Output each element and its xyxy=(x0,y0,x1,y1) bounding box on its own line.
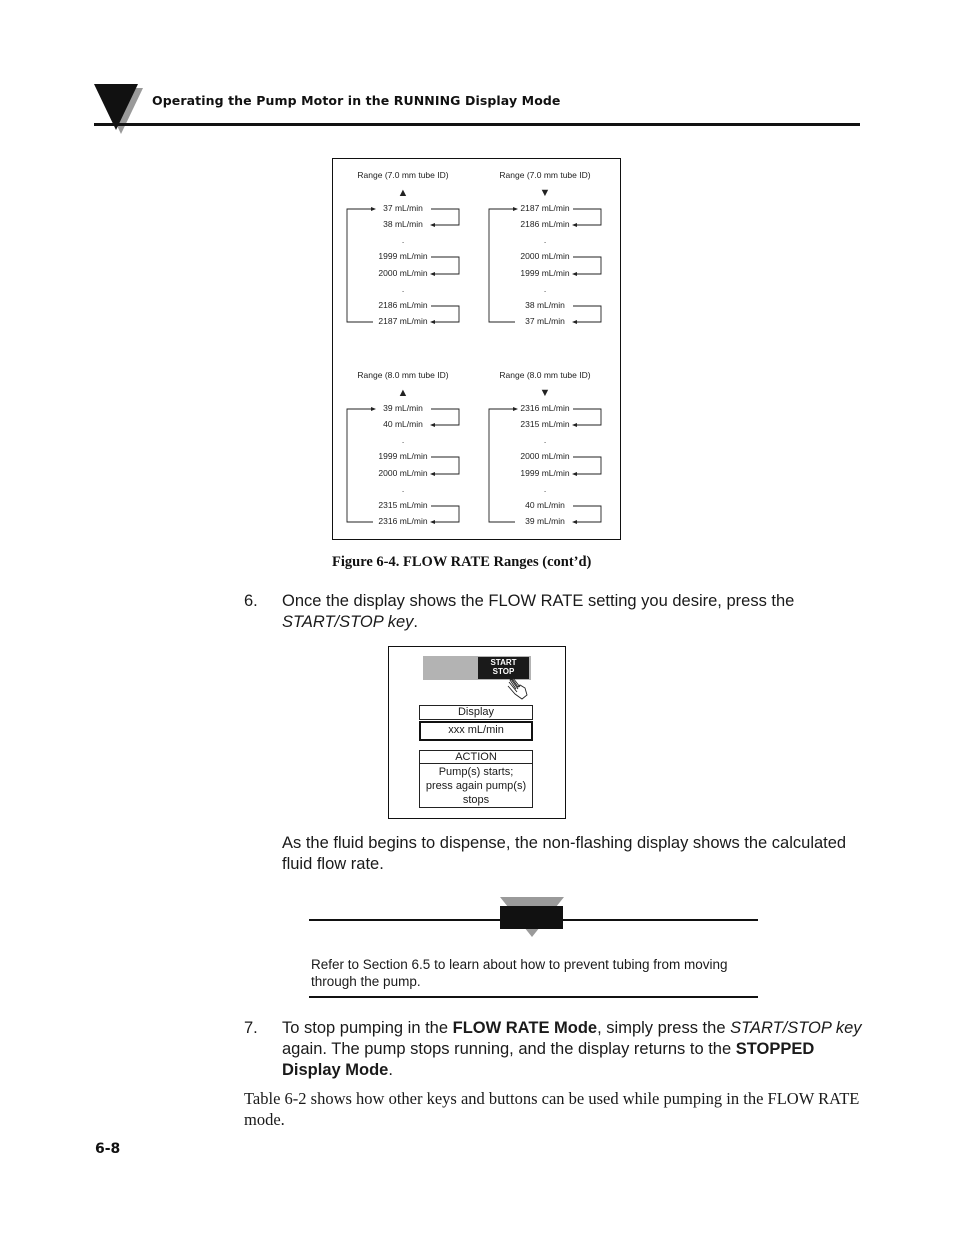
step-7-number: 7. xyxy=(244,1019,258,1037)
panel-1-value: 1999 mL/min xyxy=(378,251,428,261)
panel-3-title: Range (8.0 mm tube ID) xyxy=(357,370,449,380)
panel-4-value: 1999 mL/min xyxy=(520,468,570,478)
panel-2-step-bracket-1 xyxy=(573,209,601,225)
panel-1-wrap-arrow xyxy=(371,207,376,211)
display-label: Display xyxy=(419,705,533,720)
panel-4-value: 2316 mL/min xyxy=(520,403,570,413)
action-description: Pump(s) starts; press again pump(s) stops xyxy=(425,766,527,806)
panel-3-value: 1999 mL/min xyxy=(378,451,428,461)
panel-4-step-bracket-1 xyxy=(573,409,601,425)
table-reference-paragraph: Table 6-2 shows how other keys and buttons can be used while pumping in the FLOW RATE mode. xyxy=(244,1089,860,1129)
panel-4-value: 2315 mL/min xyxy=(520,419,570,429)
start-stop-key-ref-2: START/STOP key xyxy=(730,1019,862,1037)
panel-2-title: Range (7.0 mm tube ID) xyxy=(499,170,591,180)
action-title: ACTION xyxy=(420,751,532,764)
flow-rate-ranges-diagram xyxy=(333,159,620,539)
panel-1-step-bracket-1 xyxy=(431,209,459,225)
panel-4-value: 39 mL/min xyxy=(525,516,565,526)
display-value: xxx mL/min xyxy=(419,721,533,741)
panel-4-value: 2000 mL/min xyxy=(520,451,570,461)
step-6-number: 6. xyxy=(244,592,258,610)
flow-rate-ranges-figure xyxy=(332,158,621,540)
stopped-display-mode-ref: STOPPED Display Mode xyxy=(282,1040,815,1079)
panel-3-step-bracket-2 xyxy=(431,457,459,474)
panel-1-arrow: ▲ xyxy=(397,187,409,199)
panel-4-wrap-bracket xyxy=(489,409,515,522)
panel-2-value: 2187 mL/min xyxy=(520,203,570,213)
panel-4-title: Range (8.0 mm tube ID) xyxy=(499,370,591,380)
panel-1-ellipsis: . xyxy=(401,235,405,245)
dispense-paragraph: As the fluid begins to dispense, the non-flashing display shows the calculated fluid flow rate. xyxy=(282,834,847,873)
panel-4-ellipsis: . xyxy=(543,435,547,445)
start-stop-key-ref: START/STOP key xyxy=(282,613,414,631)
start-stop-key: START STOP xyxy=(478,657,529,679)
note-marker-icon xyxy=(500,897,564,937)
panel-3-wrap-arrow xyxy=(371,407,376,411)
note-bottom-rule xyxy=(309,996,758,998)
panel-2-ellipsis: . xyxy=(543,284,547,294)
panel-3-value: 2000 mL/min xyxy=(378,468,428,478)
section-marker-icon xyxy=(94,84,144,136)
panel-3-step-arrow-2 xyxy=(430,472,435,476)
panel-1-step-bracket-2 xyxy=(431,257,459,274)
panel-1-step-bracket-3 xyxy=(431,306,459,322)
panel-4-step-arrow-2 xyxy=(572,472,577,476)
panel-4-ellipsis: . xyxy=(543,484,547,494)
panel-2-wrap-arrow xyxy=(513,207,518,211)
figure-caption: Figure 6-4. FLOW RATE Ranges (cont’d) xyxy=(332,554,592,570)
panel-1-value: 2187 mL/min xyxy=(378,316,428,326)
panel-3-step-bracket-3 xyxy=(431,506,459,522)
panel-2-arrow: ▼ xyxy=(539,187,551,199)
note-text: Refer to Section 6.5 to learn about how to prevent tubing from moving through the pump. xyxy=(311,957,728,989)
panel-4-step-arrow-3 xyxy=(572,520,577,524)
panel-3-wrap-bracket xyxy=(347,409,373,522)
action-box xyxy=(419,750,533,808)
panel-3-step-arrow-1 xyxy=(430,423,435,427)
panel-4-arrow: ▼ xyxy=(539,387,551,399)
panel-2-value: 1999 mL/min xyxy=(520,268,570,278)
step-6-text: Once the display shows the FLOW RATE setting you desire, press the START/STOP key. xyxy=(282,592,795,631)
flow-rate-mode-ref: FLOW RATE Mode xyxy=(452,1019,598,1037)
panel-4-step-bracket-3 xyxy=(573,506,601,522)
panel-3-arrow: ▲ xyxy=(397,387,409,399)
panel-2-step-arrow-3 xyxy=(572,320,577,324)
pressing-hand-icon xyxy=(507,677,529,701)
panel-1-value: 38 mL/min xyxy=(383,219,423,229)
page-header-title: Operating the Pump Motor in the RUNNING Display Mode xyxy=(152,93,561,108)
panel-3-value: 40 mL/min xyxy=(383,419,423,429)
panel-1-ellipsis: . xyxy=(401,284,405,294)
panel-3-value: 39 mL/min xyxy=(383,403,423,413)
panel-2-wrap-bracket xyxy=(489,209,515,322)
panel-2-value: 37 mL/min xyxy=(525,316,565,326)
panel-1-step-arrow-1 xyxy=(430,223,435,227)
panel-1-value: 37 mL/min xyxy=(383,203,423,213)
panel-4-step-bracket-2 xyxy=(573,457,601,474)
panel-3-ellipsis: . xyxy=(401,435,405,445)
panel-2-step-bracket-2 xyxy=(573,257,601,274)
panel-3-ellipsis: . xyxy=(401,484,405,494)
panel-2-step-arrow-2 xyxy=(572,272,577,276)
panel-2-value: 2000 mL/min xyxy=(520,251,570,261)
header-rule xyxy=(94,123,860,126)
panel-2-step-arrow-1 xyxy=(572,223,577,227)
panel-1-value: 2186 mL/min xyxy=(378,300,428,310)
panel-3-value: 2315 mL/min xyxy=(378,500,428,510)
panel-1-value: 2000 mL/min xyxy=(378,268,428,278)
panel-4-value: 40 mL/min xyxy=(525,500,565,510)
panel-3-value: 2316 mL/min xyxy=(378,516,428,526)
panel-1-step-arrow-3 xyxy=(430,320,435,324)
panel-1-wrap-bracket xyxy=(347,209,373,322)
panel-4-step-arrow-1 xyxy=(572,423,577,427)
panel-1-title: Range (7.0 mm tube ID) xyxy=(357,170,449,180)
panel-2-step-bracket-3 xyxy=(573,306,601,322)
panel-2-ellipsis: . xyxy=(543,235,547,245)
panel-3-step-arrow-3 xyxy=(430,520,435,524)
panel-4-wrap-arrow xyxy=(513,407,518,411)
page-number: 6-8 xyxy=(95,1141,121,1157)
panel-2-value: 38 mL/min xyxy=(525,300,565,310)
panel-3-step-bracket-1 xyxy=(431,409,459,425)
panel-1-step-arrow-2 xyxy=(430,272,435,276)
start-stop-illustration xyxy=(388,646,566,819)
panel-2-value: 2186 mL/min xyxy=(520,219,570,229)
step-7-text: To stop pumping in the FLOW RATE Mode, simply press the START/STOP key again. The pump stops running, and the display returns to the STOPPED Display Mode. xyxy=(282,1019,862,1079)
